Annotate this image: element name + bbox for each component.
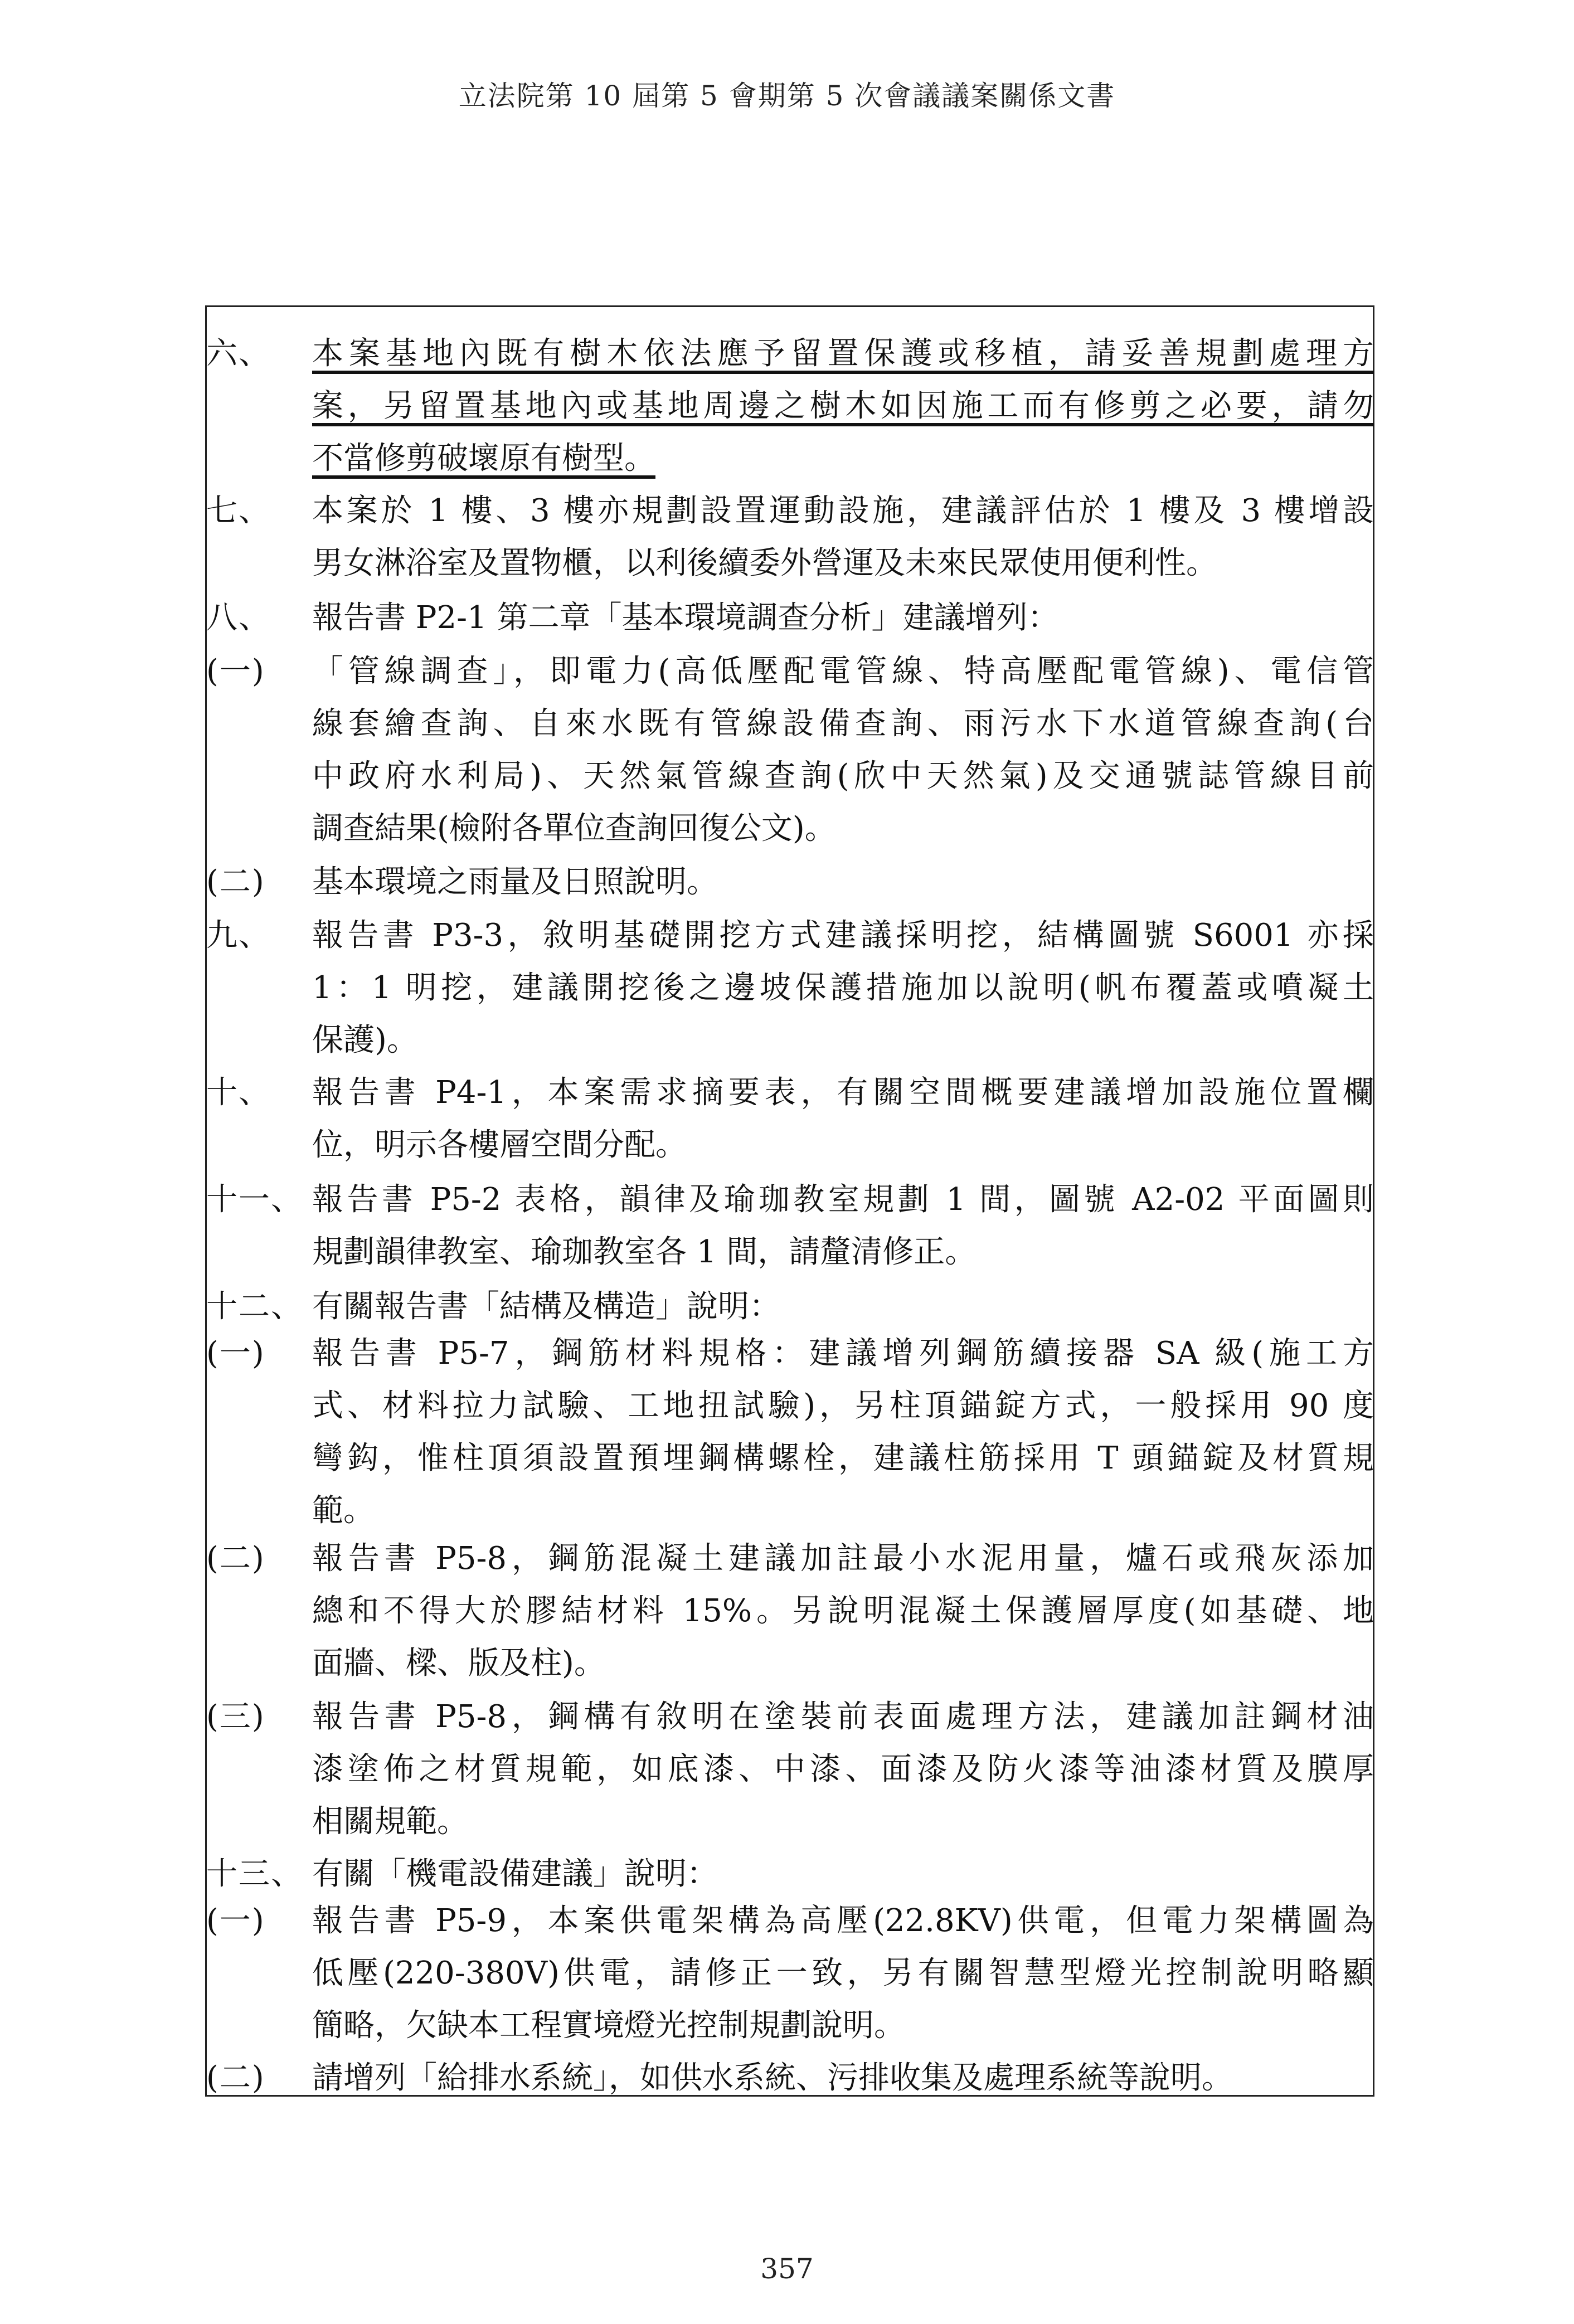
item-label: (二) xyxy=(206,1540,265,1577)
item-text-line: 總和不得大於膠結材料 15%。另說明混凝土保護層厚度(如基礎、地 xyxy=(312,1593,1374,1629)
item-text-line: 本案於 1 樓、3 樓亦規劃設置運動設施，建議評估於 1 樓及 3 樓增設 xyxy=(312,493,1374,529)
item-text-line: 報告書 P5-8，鋼構有敘明在塗裝前表面處理方法，建議加註鋼材油 xyxy=(312,1699,1374,1735)
item-text-line: 保護)。 xyxy=(312,1022,418,1058)
item-text-line: 1：1 明挖，建議開挖後之邊坡保護措施加以說明(帆布覆蓋或噴凝土 xyxy=(312,970,1374,1006)
item-label: (一) xyxy=(206,653,265,689)
item-text-line: 簡略，欠缺本工程實境燈光控制規劃說明。 xyxy=(312,2007,905,2044)
item-text-line: 報告書 P4-1，本案需求摘要表，有關空間概要建議增加設施位置欄 xyxy=(312,1075,1374,1111)
item-text-line: 相關規範。 xyxy=(312,1803,468,1840)
item-text-line: 中政府水利局)、天然氣管線查詢(欣中天然氣)及交通號誌管線目前 xyxy=(312,758,1374,794)
item-text-line: 報告書 P5-8，鋼筋混凝土建議加註最小水泥用量，爐石或飛灰添加 xyxy=(312,1540,1374,1577)
page-number: 357 xyxy=(760,2253,814,2285)
item-text-line: 報告書 P3-3，敘明基礎開挖方式建議採明挖，結構圖號 S6001 亦採 xyxy=(312,917,1374,954)
item-label: 十、 xyxy=(206,1075,271,1111)
item-label: 六、 xyxy=(206,336,271,372)
item-label: 十一、 xyxy=(206,1182,303,1218)
item-label: (一) xyxy=(206,1335,265,1372)
item-text-line: 面牆、樑、版及柱)。 xyxy=(312,1645,605,1681)
item-label: (二) xyxy=(206,2060,265,2096)
item-text-line: 彎鈎，惟柱頂須設置預埋鋼構螺栓，建議柱筋採用 T 頭錨錠及材質規 xyxy=(312,1440,1374,1476)
item-text-line: 報告書 P5-9，本案供電架構為高壓(22.8KV)供電，但電力架構圖為 xyxy=(312,1903,1374,1939)
item-text-line: 男女淋浴室及置物櫃，以利後續委外營運及未來民眾使用便利性。 xyxy=(312,545,1217,581)
item-text-line: 不當修剪破壞原有樹型。 xyxy=(312,440,655,477)
item-text-line: 位，明示各樓層空間分配。 xyxy=(312,1127,687,1163)
item-text-line: 案，另留置基地內或基地周邊之樹木如因施工而有修剪之必要，請勿 xyxy=(312,388,1374,424)
item-text-line: 低壓(220-380V)供電，請修正一致，另有關智慧型燈光控制說明略顯 xyxy=(312,1955,1374,1991)
item-label: 十三、 xyxy=(206,1856,303,1892)
item-text-line: 有關報告書「結構及構造」說明： xyxy=(312,1289,780,1325)
item-text-line: 式、材料拉力試驗、工地扭試驗)，另柱頂錨錠方式，一般採用 90 度 xyxy=(312,1388,1374,1424)
item-text-line: 範。 xyxy=(312,1492,375,1529)
item-text-line: 本案基地內既有樹木依法應予留置保護或移植，請妥善規劃處理方 xyxy=(312,336,1374,372)
item-text-line: 「管線調查」，即電力(高低壓配電管線、特高壓配電管線)、電信管 xyxy=(312,653,1374,689)
item-text-line: 漆塗佈之材質規範，如底漆、中漆、面漆及防火漆等油漆材質及膜厚 xyxy=(312,1751,1374,1787)
item-text-line: 報告書 P5-2 表格，韻律及瑜珈教室規劃 1 間，圖號 A2-02 平面圖則 xyxy=(312,1182,1374,1218)
item-text-line: 請增列「給排水系統」，如供水系統、污排收集及處理系統等說明。 xyxy=(312,2060,1233,2096)
item-text-line: 報告書 P5-7，鋼筋材料規格：建議增列鋼筋續接器 SA 級(施工方 xyxy=(312,1335,1374,1372)
item-text-line: 基本環境之雨量及日照說明。 xyxy=(312,864,718,900)
item-text-line: 調查結果(檢附各單位查詢回復公文)。 xyxy=(312,810,836,847)
item-label: 七、 xyxy=(206,493,271,529)
item-label: (二) xyxy=(206,864,265,900)
item-label: 十二、 xyxy=(206,1289,303,1325)
item-label: 九、 xyxy=(206,917,271,954)
item-text-line: 有關「機電設備建議」說明： xyxy=(312,1856,718,1892)
item-text-line: 報告書 P2-1 第二章「基本環境調查分析」建議增列： xyxy=(312,600,1059,636)
item-label: (一) xyxy=(206,1903,265,1939)
item-label: 八、 xyxy=(206,600,271,636)
item-text-line: 線套繪查詢、自來水既有管線設備查詢、雨污水下水道管線查詢(台 xyxy=(312,706,1374,742)
item-label: (三) xyxy=(206,1699,265,1735)
document-header: 立法院第 10 屆第 5 會期第 5 次會議議案關係文書 xyxy=(458,80,1116,112)
item-text-line: 規劃韻律教室、瑜珈教室各 1 間，請釐清修正。 xyxy=(312,1234,977,1270)
